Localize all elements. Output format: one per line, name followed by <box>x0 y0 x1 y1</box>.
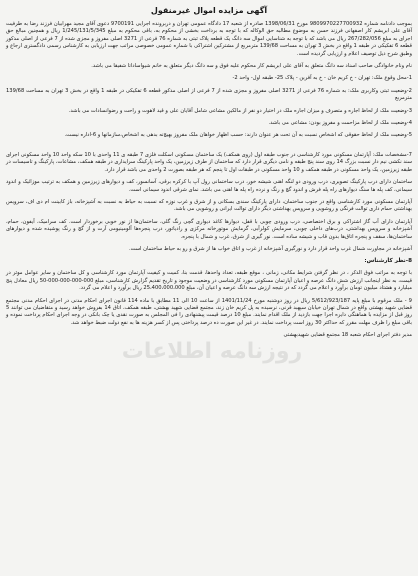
notice-title: آگهی مزایده اموال غیرمنقول <box>150 6 268 15</box>
paragraph-registry: 2-وضعیت ثبتی وکاربری ملک: به شماره 76 فرعی از 3271 اصلی مفروز و مجزی شده از 7 فرعی از اصلی مذکور قطعه 6 تفکیکی در طبقه 1 واقع در بخش 3 تهران به مساحت 139/68 مترمربع <box>6 87 412 102</box>
paragraph-specs: 7-مشخصات ملک: آپارتمان مسکونی مورد کارشناسی در جنوب طبقه اول (روی همکف) یک ساختمان مسکونی اسکلت فلزی 7 طبقه ی 11 واحدی با 10 سکه واحد 10 واحد مسکونی اجرای سند نکشی نیم دار نسبت بزرگ 14 روی سند پنج طبقه و نامی دیگری قرار دارد که ساختمان از طرف زیرزمین، یک واحد پارکینگ سرایداری در طبقه همکف، مشاعات، پارکینگ و تاسیسات در طبقه زیرزمین، یک واحد مسکونی در طبقه همکف و 10 واحد مسکونی در طبقات اول تا پنجم که هر طبقه بصورت 2 واحدی می باشد قرار دارد. <box>6 151 412 173</box>
paragraph-apartment: آپارتمان مسکونی مورد کارشناسی واقع در جنوب ساختمان، دارای پارکینگ سندی بسکانی و از شرق و غرب نوزه که نسبت به حیاط به نسبت به آشپزخانه، باز کابینت ام دی اف، سرویس بهداشتی حمام داری توالت فرنگی و روشویی و سرویس بهداشتی دیگر دارای توالت ایرانی و روشویی می باشد. <box>6 198 412 213</box>
expert-opinion-heading: 8-نظر کارشناس: <box>364 258 412 265</box>
paragraph-intro: بموجب دادنامه شماره 9809970227700932 مورخ 1398/06/31 صادره از شعبه 17 دادگاه عمومی تهران و دربرونده اجرایی 9700191 دعوی آقای مجید مهرابیان فرزند رضا به طرفیت آقای علی ابریشم کار اصفهانی فرزند حسن به موضوع مطالبه حق الوکاله که با توجه به برداخت بخشی از محکوم به، باقی محکوم به مبلغ 1/245/131/5/345 ریال و همچنین مبالغ حق اجرای به مبلغ 267/282/056 ریال می باشد که با توجه به شناسایی اموال سه دانگ یک قطعه پلاک ثبتی به شماره 76 فرعی از 3271 اصلی مفروز و مجزی شده از 7 فرعی از اصلی مذکور قطعه 6 تفکیکی در طبقه 1 واقع در بخش 3 تهران به مساحت 139/68 مترمربع از مشترکین اشتراکی با شماره عمومی خصوصی مراتب جهت ارزیابی به کارشناس رسمی دادگستری ارجاع و وطبق شرح ذیل توصیف اعلام و ارزیابی گردیده است. <box>6 21 412 57</box>
paragraph-location: 1-محل وقوع ملک: تهران - خ کریم خان - خ به آفرین - پلاک 25- طبقه اول- واحد 2- <box>232 75 412 82</box>
paragraph-auction-terms: 9 - ملک مرقوم با مبلغ پایه 5/612/923/187 ریال در روز دوشنبه مورخ 1401/11/24 از ساعت 10 الی 11 مطابق با ماده 114 قانون اجرای احکام مدنی در اجرای احکام مدنی مجتمع قضایی شهید بهشتی واقع در شمال ‌تهران خیابان سپهبد قرنی، نرسیده به پل کریم خان زند، مجتمع قضایی شهید بهشتی، طبقه همکف، اتاق 14 بفروش خواهد رسید و متقاضیان می توانند 5 روز قبل از مزایده با هماهنگی دایره اجرا جهت بازدید از ملک اقدام نمایند. مبلغ 10 درصد قیمت پیشنهادی را فی المجلس به صورت نقدی یا چک بانکی در وجه اجرای احکام پرداخت نموده و باقی مبلغ را ظرف مهلت مقرر که حداکثر 30 روز است پرداخت نمایند. در غیر این صورت ده درصد پرداختی پس از کسر هزینه ها به نفع دولت ضبط خواهد شد. <box>6 297 413 326</box>
paragraph-legal-status: 5-وضعیت ملک از لحاظ حقوقی که اشخاص نسبت به آن تحت هر عنوان دارند: حسب اظهار خواهان ملک مفروز بهیچ‌نه بدهی به اشخاص،سازمانها و 6-اداره نیست. <box>64 132 412 139</box>
paragraph-utilities: آپارتمان دارای آب گاز اشتراکی و برق اختصاصی، درب ورودی چوبی با قفل، دیوارها کاغذ دیواری گچی رنگ گلی، ساختمان‌ها از نور خوبی برخوردار است. کف سرامیک، آیفون، حمام، آشپزخانه و سرویس بهداشتی، درب‌های داخلی چوبی، سرمایش کولرآبی، گرمایش موتورخانه مرکزی و رادیاتور، درب پنجره‌ها آلومینیومی آرت و از گچ و رنگ پوشیده ‌شده و دیوارهای ساختمان‌ها، سقف و پنجره اتاق‌ها بدون قاب و شیشه ساده است. نور گیری از شرق، غرب و شمال با پنجره. <box>6 218 412 240</box>
section-gap <box>6 145 412 152</box>
paragraph-ownership: 4-وضعیت ملک از لحاظ مزاحمت و مفروز بودن: مشاعی می باشد. <box>268 120 412 127</box>
paragraph-building: ساختمان دارای درب پارکینگ تصویری، درب ورودی دو لنگه اهنی شیشه خور، درب ساختمانی رول آپ با کرکره برقی، آسانسور، کف و دیوارهای زیرزمین و همکف به ترتیب موزائیک و اندود سیمانی، کف پله ها سنگ دیوارهای راه پله فرش و اندود گچ و رنگ و نرده راه پله ها اهنی می باشد. نمای شرقی اندود سیمانی است. <box>6 179 412 193</box>
paragraph-occupancy: 3-وضعیت ملک از لحاظ اجاره و متصرف و میزان اجاره ملک در اختیار دو نفر از مالکین مشاعی شامل آقایان علی و قید لاهوت و راحت و رضوانسادات می باشد. <box>68 107 412 114</box>
signature-line: مدیر دفتر اجرای احکام شعبه 18 مجتمع قضایی شهیدبهشتی <box>283 332 412 339</box>
watermark-text: روزنامه اطلاعات <box>121 339 303 364</box>
paragraph-owners: نام ونام خانوادگی صاحب اسناد سه دانگ متعلق به آقای علی ابریشم کار محکوم علیه فوق و سه دانگ دیگر متعلق به خانم شیواساداتا شفیقا می باشد. <box>91 63 412 70</box>
paragraph-kitchen: آشپزخانه در مجاورت شمال غرب واحد قرار دارد و نورگیری آشپزخانه از غرب و اتاق خواب ها از شرق و رو به حیاط ساختمان است. <box>128 245 412 252</box>
paragraph-valuation: با توجه به مراتب فوق الذکر ، در نظر گرفتن شرایط مکانی، زمانی ، موقع طبقه، تعداد واحدها، قدمت بنا، کمیت و کیفیت آپارتمان مورد کارشناسی و کل ساختمان و سایر عوامل موثر در قیمت، به نظر اینجانب ارزش شش دانگ عرصه و اعیان آپارتمان مسکونی مورد کارشناسی در وضعیت موجود و تاریخ تقدیم گزارش کارشناسی، مبلغ 000-000-000-000-50 ریال معادل پنج میلیارد و هشتاد میلیون تومان برآورد و اعلام می گردد که در نتیجه ارزش سه دانگ عرصه و اعیان آن، مبلغ 25،400،000،000 ریال برآورد و اعلام می گردد. <box>6 270 413 292</box>
